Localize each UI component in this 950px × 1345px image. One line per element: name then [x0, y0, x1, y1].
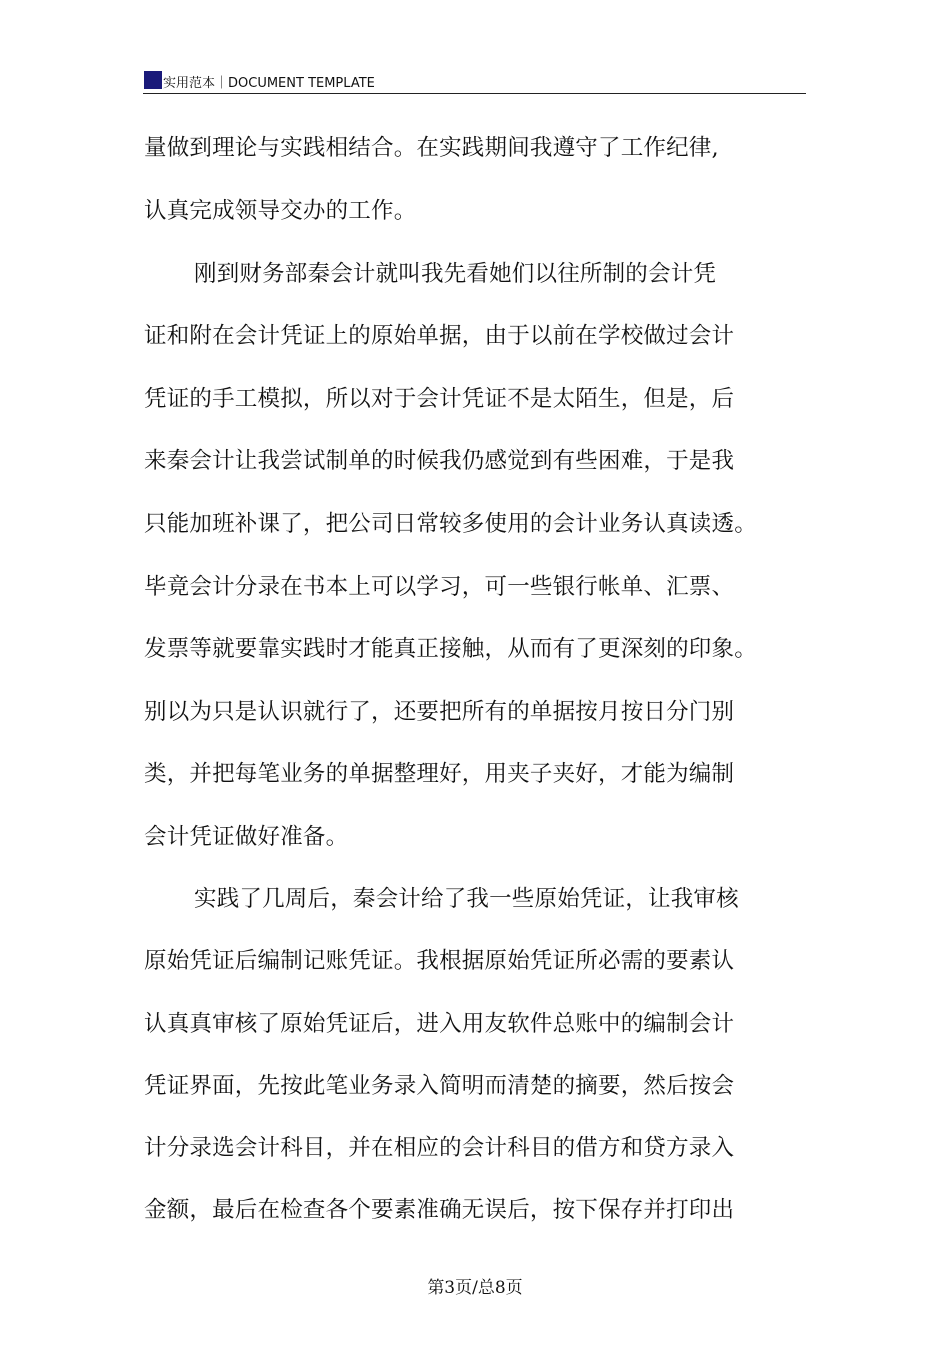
text-line: 毕竟会计分录在书本上可以学习，可一些银行帐单、汇票、	[144, 574, 735, 600]
text-line: 别以为只是认识就行了，还要把所有的单据按月按日分门别	[144, 699, 735, 725]
text-line: 只能加班补课了，把公司日常较多使用的会计业务认真读透。	[144, 511, 757, 537]
header-title: 实用范本｜DOCUMENT TEMPLATE	[163, 76, 375, 91]
text-line: 量做到理论与实践相结合。在实践期间我遵守了工作纪律,	[144, 135, 719, 161]
text-line: 会计凭证做好准备。	[144, 824, 349, 850]
text-line: 刚到财务部秦会计就叫我先看她们以往所制的会计凭	[194, 261, 717, 287]
text-line: 证和附在会计凭证上的原始单据，由于以前在学校做过会计	[144, 323, 735, 349]
text-line: 原始凭证后编制记账凭证。我根据原始凭证所必需的要素认	[144, 948, 735, 974]
text-line: 认真真审核了原始凭证后，进入用友软件总账中的编制会计	[144, 1011, 735, 1037]
text-line: 认真完成领导交办的工作。	[144, 198, 417, 224]
text-line: 金额，最后在检查各个要素准确无误后，按下保存并打印出	[144, 1197, 735, 1223]
text-line: 来秦会计让我尝试制单的时候我仍感觉到有些困难，于是我	[144, 448, 735, 474]
text-line: 实践了几周后，秦会计给了我一些原始凭证，让我审核	[194, 886, 739, 912]
text-line: 计分录选会计科目，并在相应的会计科目的借方和贷方录入	[144, 1135, 735, 1161]
text-line: 凭证的手工模拟，所以对于会计凭证不是太陌生，但是，后	[144, 386, 735, 412]
header-logo-square	[144, 71, 162, 89]
text-line: 发票等就要靠实践时才能真正接触，从而有了更深刻的印象。	[144, 636, 757, 662]
text-line: 类，并把每笔业务的单据整理好，用夹子夹好，才能为编制	[144, 761, 735, 787]
text-line: 凭证界面，先按此笔业务录入简明而清楚的摘要，然后按会	[144, 1073, 735, 1099]
document-header	[143, 69, 806, 94]
page-number: 第3页/总8页	[427, 1278, 523, 1298]
